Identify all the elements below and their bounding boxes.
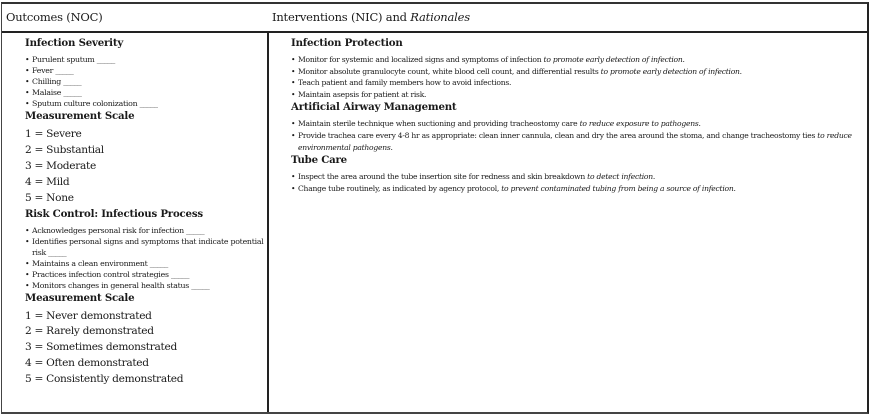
rationale-text: to reduce exposure to pathogens. (579, 119, 701, 129)
intervention-item (291, 130, 861, 153)
indicator-item: • Malaise _____ (25, 87, 265, 98)
outcome-title: Risk Control: Infectious Process (25, 207, 203, 220)
measurement-scale-list (25, 127, 265, 207)
scale-item: 5 = None (25, 191, 74, 204)
scale-item: 4 = Mild (25, 175, 70, 188)
indicator-item: • Chilling _____ (25, 76, 265, 87)
intervention-title: Infection Protection (291, 37, 403, 49)
scale-item: 3 = Sometimes demonstrated (25, 341, 177, 354)
intervention-item (291, 54, 861, 66)
intervention-item (291, 77, 861, 89)
indicator-item: • Purulent sputum _____ (25, 54, 265, 65)
interventions-column-header (272, 10, 470, 24)
rationales-header-text: Rationales (410, 10, 470, 24)
care-plan-table (1, 2, 869, 414)
intervention-text: Monitor absolute granulocyte count, white blood cell count, and differential results (298, 66, 601, 76)
rationale-text: to promote early detection of infection. (543, 55, 685, 64)
intervention-text: Inspect the area around the tube insertion site for redness and skin breakdown (298, 172, 588, 182)
indicator-item: • Practices infection control strategies _____ (25, 269, 265, 280)
measurement-scale-list (25, 309, 265, 389)
scale-item: 1 = Severe (25, 128, 82, 140)
outcome-indicator-list (25, 225, 265, 291)
scale-item: 1 = Never demonstrated (25, 309, 152, 322)
intervention-item (291, 118, 861, 130)
indicator-item: • Sputum culture colonization _____ (25, 98, 265, 109)
scale-item: 5 = Consistently demonstrated (25, 373, 184, 386)
column-divider (267, 31, 269, 412)
intervention-list (291, 118, 861, 153)
rationale-text: to detect infection. (587, 172, 656, 182)
outcome-title: Infection Severity (25, 37, 124, 49)
intervention-item (291, 183, 861, 195)
outcomes-column-header: Outcomes (NOC) (6, 10, 103, 24)
intervention-item (291, 89, 861, 101)
indicator-item: • Maintains a clean environment _____ (25, 258, 265, 269)
scale-item: 4 = Often demonstrated (25, 357, 149, 370)
rationale-text: to prevent contaminated tubing from being a source of infection. (501, 183, 736, 193)
indicator-item: • Acknowledges personal risk for infection _____ (25, 225, 265, 236)
intervention-list (291, 171, 861, 194)
intervention-title: Artificial Airway Management (291, 101, 457, 114)
measurement-scale-title: Measurement Scale (25, 291, 135, 304)
rationale-text: to promote early detection of infection. (600, 66, 742, 76)
measurement-scale-title: Measurement Scale (25, 110, 135, 122)
table-header-row (2, 4, 867, 33)
scale-item: 2 = Rarely demonstrated (25, 325, 154, 338)
intervention-text: Teach patient and family members how to avoid infections. (298, 78, 512, 88)
intervention-text: Monitor for systemic and localized signs and symptoms of infection (298, 55, 544, 64)
outcomes-column (25, 33, 265, 388)
intervention-text: Change tube routinely, as indicated by agency protocol, (298, 183, 502, 193)
intervention-text: Maintain sterile technique when suctioning and providing tracheostomy care (298, 119, 580, 129)
indicator-item: • Fever _____ (25, 65, 265, 76)
rationale-text: to reduce environmental pathogens. (298, 130, 852, 152)
scale-item: 3 = Moderate (25, 159, 96, 172)
intervention-list (291, 54, 861, 100)
indicator-item: • Monitors changes in general health status _____ (25, 280, 265, 291)
interventions-column (291, 33, 861, 194)
intervention-text: Maintain asepsis for patient at risk. (298, 89, 427, 99)
intervention-text: Provide trachea care every 4-8 hr as appropriate: clean inner cannula, clean and dry the area around the stoma, and change tracheostomy ties (298, 130, 818, 140)
intervention-item (291, 66, 861, 78)
scale-item: 2 = Substantial (25, 143, 104, 156)
outcome-indicator-list (25, 54, 265, 109)
indicator-item: • Identifies personal signs and symptoms that indicate potential risk _____ (25, 236, 265, 258)
interventions-header-text: Interventions (NIC) and (272, 10, 411, 24)
intervention-item (291, 171, 861, 183)
intervention-title: Tube Care (291, 154, 347, 167)
